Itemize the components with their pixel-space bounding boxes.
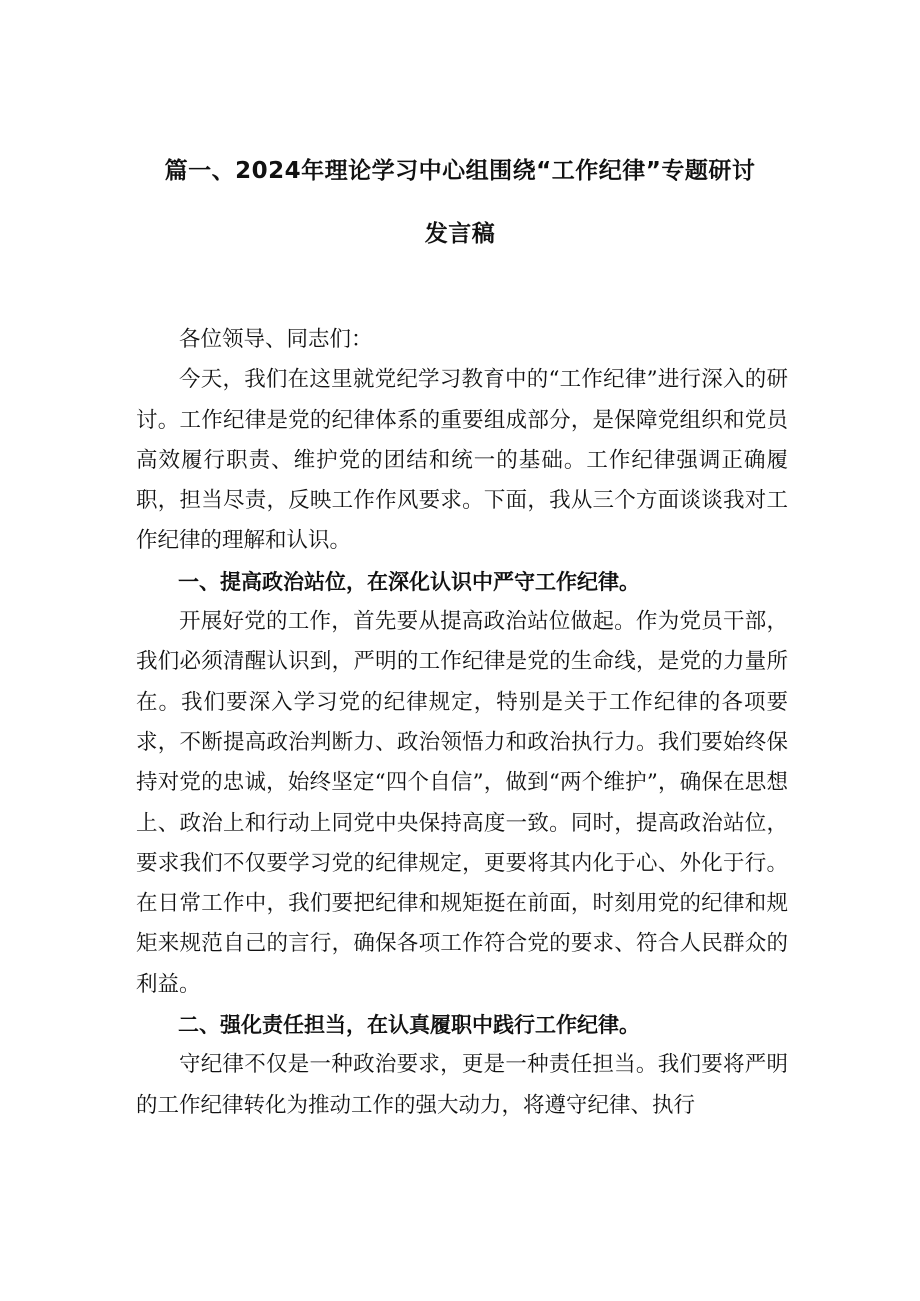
paragraph-intro: 今天，我们在这里就党纪学习教育中的“工作纪律”进行深入的研讨。工作纪律是党的纪律体系的重要组成部分，是保障党组织和党员高效履行职责、维护党的团结和统一的基础。工作纪律强调正确履职，担当尽责，反映工作作风要求。下面，我从三个方面谈谈我对工作纪律的理解和认识。 xyxy=(136,367,788,554)
paragraph-section-1: 开展好党的工作，首先要从提高政治站位做起。作为党员干部，我们必须清醒认识到，严明的工作纪律是党的生命线，是党的力量所在。我们要深入学习党的纪律规定，特别是关于工作纪律的各项要求，不断提高政治判断力、政治领悟力和政治执行力。我们要始终保持对党的忠诚，始终坚定“四个自信”，做到“两个维护”，确保在思想上、政治上和行动上同党中央保持高度一致。同时，提高政治站位，要求我们不仅要学习党的纪律规定，更要将其内化于心、外化于行。在日常工作中，我们要把纪律和规矩挺在前面，时刻用党的纪律和规矩来规范自己的言行，确保各项工作符合党的要求、符合人民群众的利益。 xyxy=(136,609,789,997)
paragraph-section-2: 守纪律不仅是一种政治要求，更是一种责任担当。我们要将严明的工作纪律转化为推动工作的强大动力，将遵守纪律、执行 xyxy=(136,1052,788,1118)
document-title-line-2: 发言稿 xyxy=(424,221,496,247)
document-title-line-1: 篇一、2024年理论学习中心组围绕“工作纪律”专题研讨 xyxy=(164,158,756,184)
section-heading-2: 二、强化责任担当，在认真履职中践行工作纪律。 xyxy=(178,1013,640,1038)
document-body xyxy=(136,320,788,1126)
salutation: 各位领导、同志们： xyxy=(179,327,373,352)
section-heading-1: 一、提高政治站位，在深化认识中严守工作纪律。 xyxy=(178,569,640,594)
